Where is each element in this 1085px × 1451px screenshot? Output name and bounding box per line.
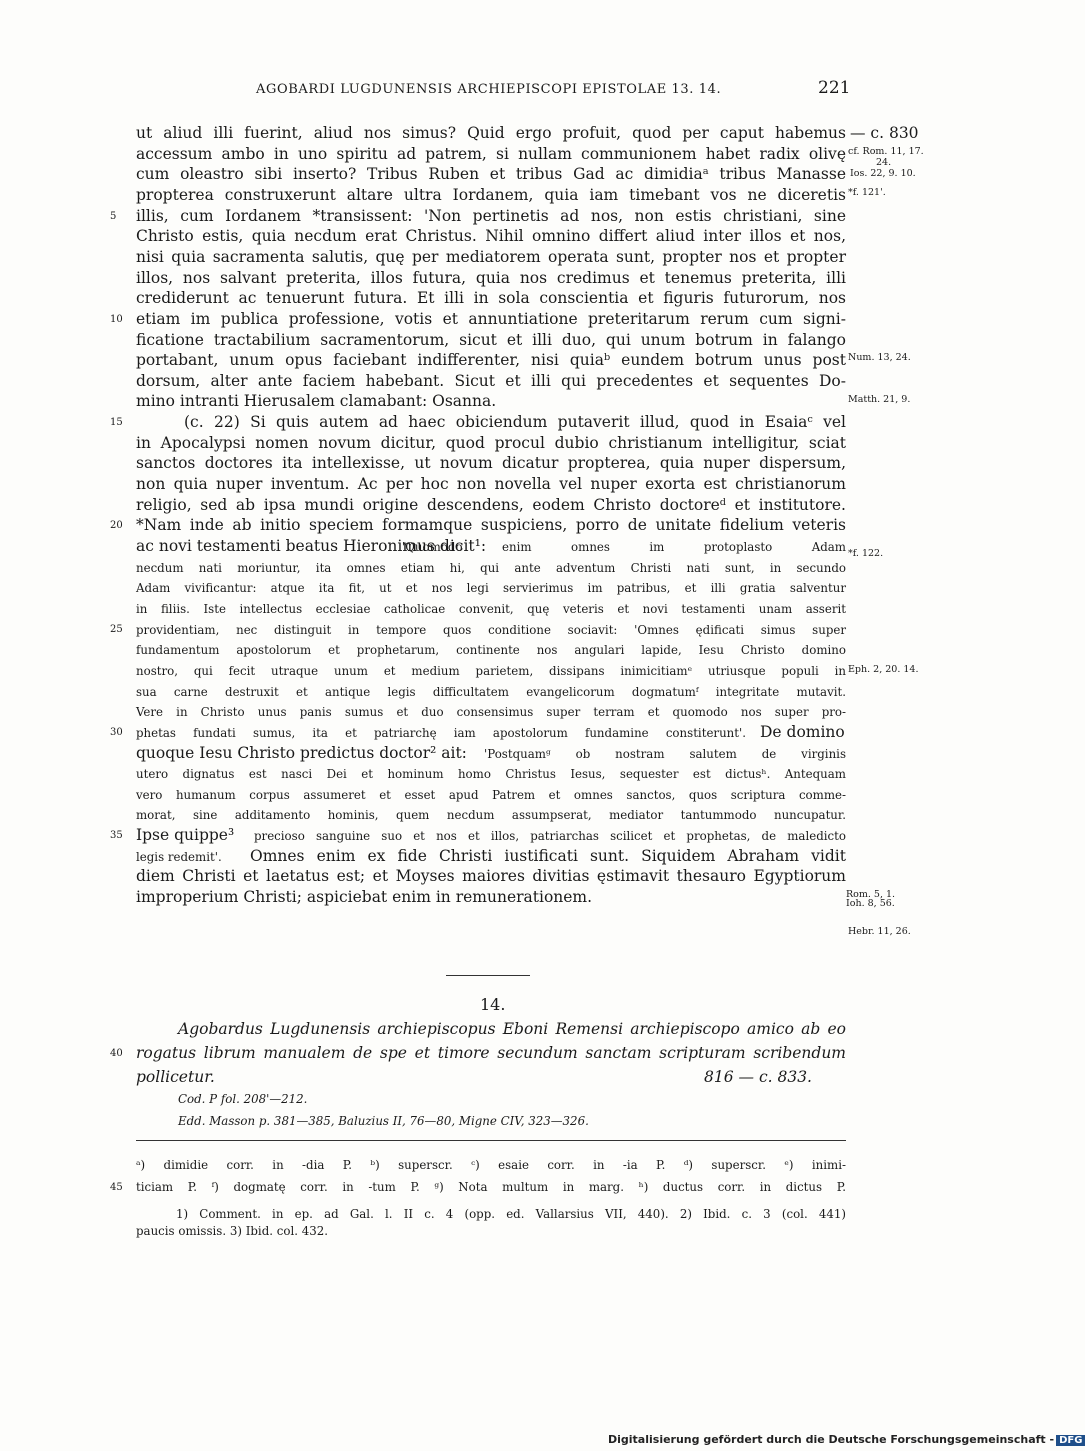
body-line: (c. 22) Si quis autem ad haec obiciendum putaverit illud, quod in Esaiaᶜ vel (184, 413, 846, 432)
line-number: 10 (110, 313, 123, 325)
footnote-number-2: paucis omissis. 3) Ibid. col. 432. (136, 1224, 329, 1238)
body-line: crediderunt ac tenuerunt futura. Et illi in sola conscientia et figuris futurorum, nos (136, 289, 846, 308)
body-line: De domino (760, 722, 845, 741)
body-line: sanctos doctores ita intellexisse, ut novum dicatur propterea, quia nuper dispersum, (136, 454, 846, 473)
page-number: 221 (818, 78, 851, 98)
body-line: mino intranti Hierusalem clamabant: Osanna. (136, 392, 497, 411)
quote-line: phetas fundati sumus, ita et patriarchę iam apostolorum fundamine constiterunt'. (136, 725, 746, 740)
body-line: portabant, unum opus faciebant indifferenter, nisi quiaᵇ eundem botrum unus post (136, 351, 846, 370)
body-line: diem Christi et laetatus est; et Moyses maiores divitias ęstimavit thesauro Egyptiorum (136, 867, 846, 886)
quote-line: Adam vivificantur: atque ita fit, ut et nos legi servierimus im patribus, et illi gratia salventur (136, 581, 846, 596)
quote-line: 'Postquamᵍ ob nostram salutem de virginis (484, 746, 846, 761)
quote-line: necdum nati moriuntur, ita omnes etiam hi, qui ante adventum Christi nati sunt, in secundo (136, 560, 846, 575)
margin-reference: Ios. 22, 9. 10. (850, 168, 916, 179)
margin-date: — c. 830 (850, 124, 919, 142)
line-number: 40 (110, 1048, 123, 1059)
body-line: Ipse quippe³ (136, 826, 235, 845)
dfg-logo: DFG (1056, 1435, 1085, 1446)
quote-line: legis redemit'. (136, 849, 222, 864)
body-line: ac novi testamenti beatus Hieronimus dicit¹: (136, 537, 487, 555)
body-line: illis, cum Iordanem *transissent: 'Non pertinetis ad nos, non estis christiani, sine (136, 206, 846, 225)
body-line: dorsum, alter ante faciem habebant. Sicut et illi qui precedentes et sequentes Do- (136, 371, 846, 390)
footnote-number-1: 1) Comment. in ep. ad Gal. l. II c. 4 (opp. ed. Vallarsius VII, 440). 2) Ibid. c. 3 (col. 441) (176, 1207, 846, 1221)
margin-reference: Rom. 5, 1. (846, 889, 896, 900)
margin-reference: *f. 122. (848, 548, 884, 559)
codex-info: Cod. P fol. 208'—212. (178, 1092, 308, 1106)
body-line: improperium Christi; aspiciebat enim in remunerationem. (136, 888, 593, 907)
body-line: Christo estis, quia necdum erat Christus. Nihil omnino differt aliud inter illos et nos, (136, 227, 846, 246)
body-line: ut aliud illi fuerint, aliud nos simus? Quid ergo profuit, quod per caput habemus (136, 124, 846, 142)
quote-line: Vere in Christo unus panis sumus et duo consensimus super terram et quomodo nos super pro- (136, 705, 846, 720)
body-line: etiam im publica professione, votis et annuntiatione preteritarum rerum cum signi- (136, 309, 846, 328)
letter-date: 816 — c. 833. (704, 1068, 812, 1086)
quote-line: 'Quomodo enim omnes im protoplasto Adam (402, 540, 846, 554)
quote-line: nostro, qui fecit utraque unum et medium parietem, dissipans inimicitiamᵉ utriusque populi in (136, 663, 846, 678)
line-number: 30 (110, 726, 123, 738)
body-line: in Apocalypsi nomen novum dicitur, quod procul dubio christianum intelligitur, sciat (136, 433, 846, 452)
funding-notice (608, 1433, 1085, 1446)
body-line: cum oleastro sibi inserto? Tribus Ruben et tribus Gad ac dimidiaᵃ tribus Manasse (136, 165, 846, 184)
margin-reference: Eph. 2, 20. 14. (848, 664, 919, 675)
margin-reference: Ioh. 8, 56. (846, 898, 895, 909)
body-line: religio, sed ab ipsa mundi origine descendens, eodem Christo doctoreᵈ et institutore. (136, 495, 846, 514)
body-line: non quia nuper inventum. Ac per hoc non novella vel nuper exorta est christianorum (136, 475, 846, 494)
line-number: 45 (110, 1182, 123, 1193)
letter-summary-3: pollicetur. (136, 1068, 215, 1086)
letter-summary-1: Agobardus Lugdunensis archiepiscopus Eboni Remensi archiepiscopo amico ab eo (178, 1020, 846, 1038)
body-line: Omnes enim ex fide Christi iustificati sunt. Siquidem Abraham vidit (250, 846, 846, 865)
footnote-rule (136, 1140, 846, 1141)
footnote-letter-2: ticiam P. ᶠ) dogmatę corr. in -tum P. ᵍ) Nota multum in marg. ʰ) ductus corr. in dictus P. (136, 1180, 846, 1194)
margin-reference: cf. Rom. 11, 17. (848, 146, 924, 157)
editions-info: Edd. Masson p. 381—385, Baluzius II, 76—80, Migne CIV, 323—326. (178, 1114, 589, 1128)
quote-line: utero dignatus est nasci Dei et hominum homo Christus Iesus, sequester est dictusʰ. Antequam (136, 767, 846, 782)
body-line: ficatione tractabilium sacramentorum, sicut et illi duo, qui unum botrum in falango (136, 330, 846, 349)
quote-line: fundamentum apostolorum et prophetarum, continente nos angulari lapide, Iesu Christo domino (136, 643, 846, 658)
line-number: 25 (110, 623, 123, 635)
quote-line: in filiis. Iste intellectus ecclesiae catholicae convenit, quę veteris et novi testamenti unam asserit (136, 601, 846, 616)
quote-line: sua carne destruxit et antique legis difficultatem evangelicorum dogmatumᶠ integritate mutavit. (136, 684, 846, 699)
margin-reference: Hebr. 11, 26. (848, 926, 911, 937)
funding-text: Digitalisierung gefördert durch die Deutsche Forschungsgemeinschaft - (608, 1433, 1055, 1446)
margin-reference: *f. 121'. (848, 187, 886, 198)
body-line: accessum ambo in uno spiritu ad patrem, si nullam communionem habet radix olivę (136, 144, 846, 163)
letter-summary-2: rogatus librum manualem de spe et timore secundum sanctam scripturam scribendum (136, 1044, 846, 1062)
body-line: quoque Iesu Christo predictus doctor² ait: (136, 743, 467, 762)
footnote-letter-1: ᵃ) dimidie corr. in -dia P. ᵇ) superscr. ᶜ) esaie corr. in -ia P. ᵈ) superscr. ᵉ) inimi- (136, 1158, 846, 1172)
margin-reference: Num. 13, 24. (848, 352, 911, 363)
quote-line: vero humanum corpus assumeret et esset apud Patrem et omnes sanctos, quos scriptura comme- (136, 787, 846, 802)
quote-line: morat, sine additamento hominis, quem necdum assumpserat, mediator tantummodo nuncupatur. (136, 808, 846, 823)
body-line: nisi quia sacramenta salutis, quę per mediatorem operata sunt, propter nos et propter (136, 247, 846, 266)
letter-number: 14. (480, 995, 506, 1014)
line-number: 35 (110, 830, 123, 842)
rule-short (446, 975, 530, 976)
quote-line: providentiam, nec distinguit in tempore quos conditione sociavit: 'Omnes ędificati simus super (136, 622, 846, 637)
line-number: 20 (110, 520, 123, 532)
running-header: AGOBARDI LUGDUNENSIS ARCHIEPISCOPI EPISTOLAE 13. 14. (256, 82, 722, 97)
quote-line: precioso sanguine suo et nos et illos, patriarchas scilicet et prophetas, de maledicto (254, 829, 846, 844)
margin-reference: Matth. 21, 9. (848, 394, 911, 405)
line-number: 15 (110, 417, 123, 429)
body-line: illos, nos salvant preterita, illos futura, quia nos credimus et tenemus preterita, illi (136, 268, 846, 287)
margin-reference: 24. (876, 157, 892, 168)
body-line: *Nam inde ab initio speciem formamque suspiciens, porro de unitate fidelium veteris (136, 516, 846, 535)
line-number: 5 (110, 210, 117, 222)
body-line: propterea construxerunt altare ultra Iordanem, quia iam timebant vos ne diceretis (136, 185, 846, 204)
